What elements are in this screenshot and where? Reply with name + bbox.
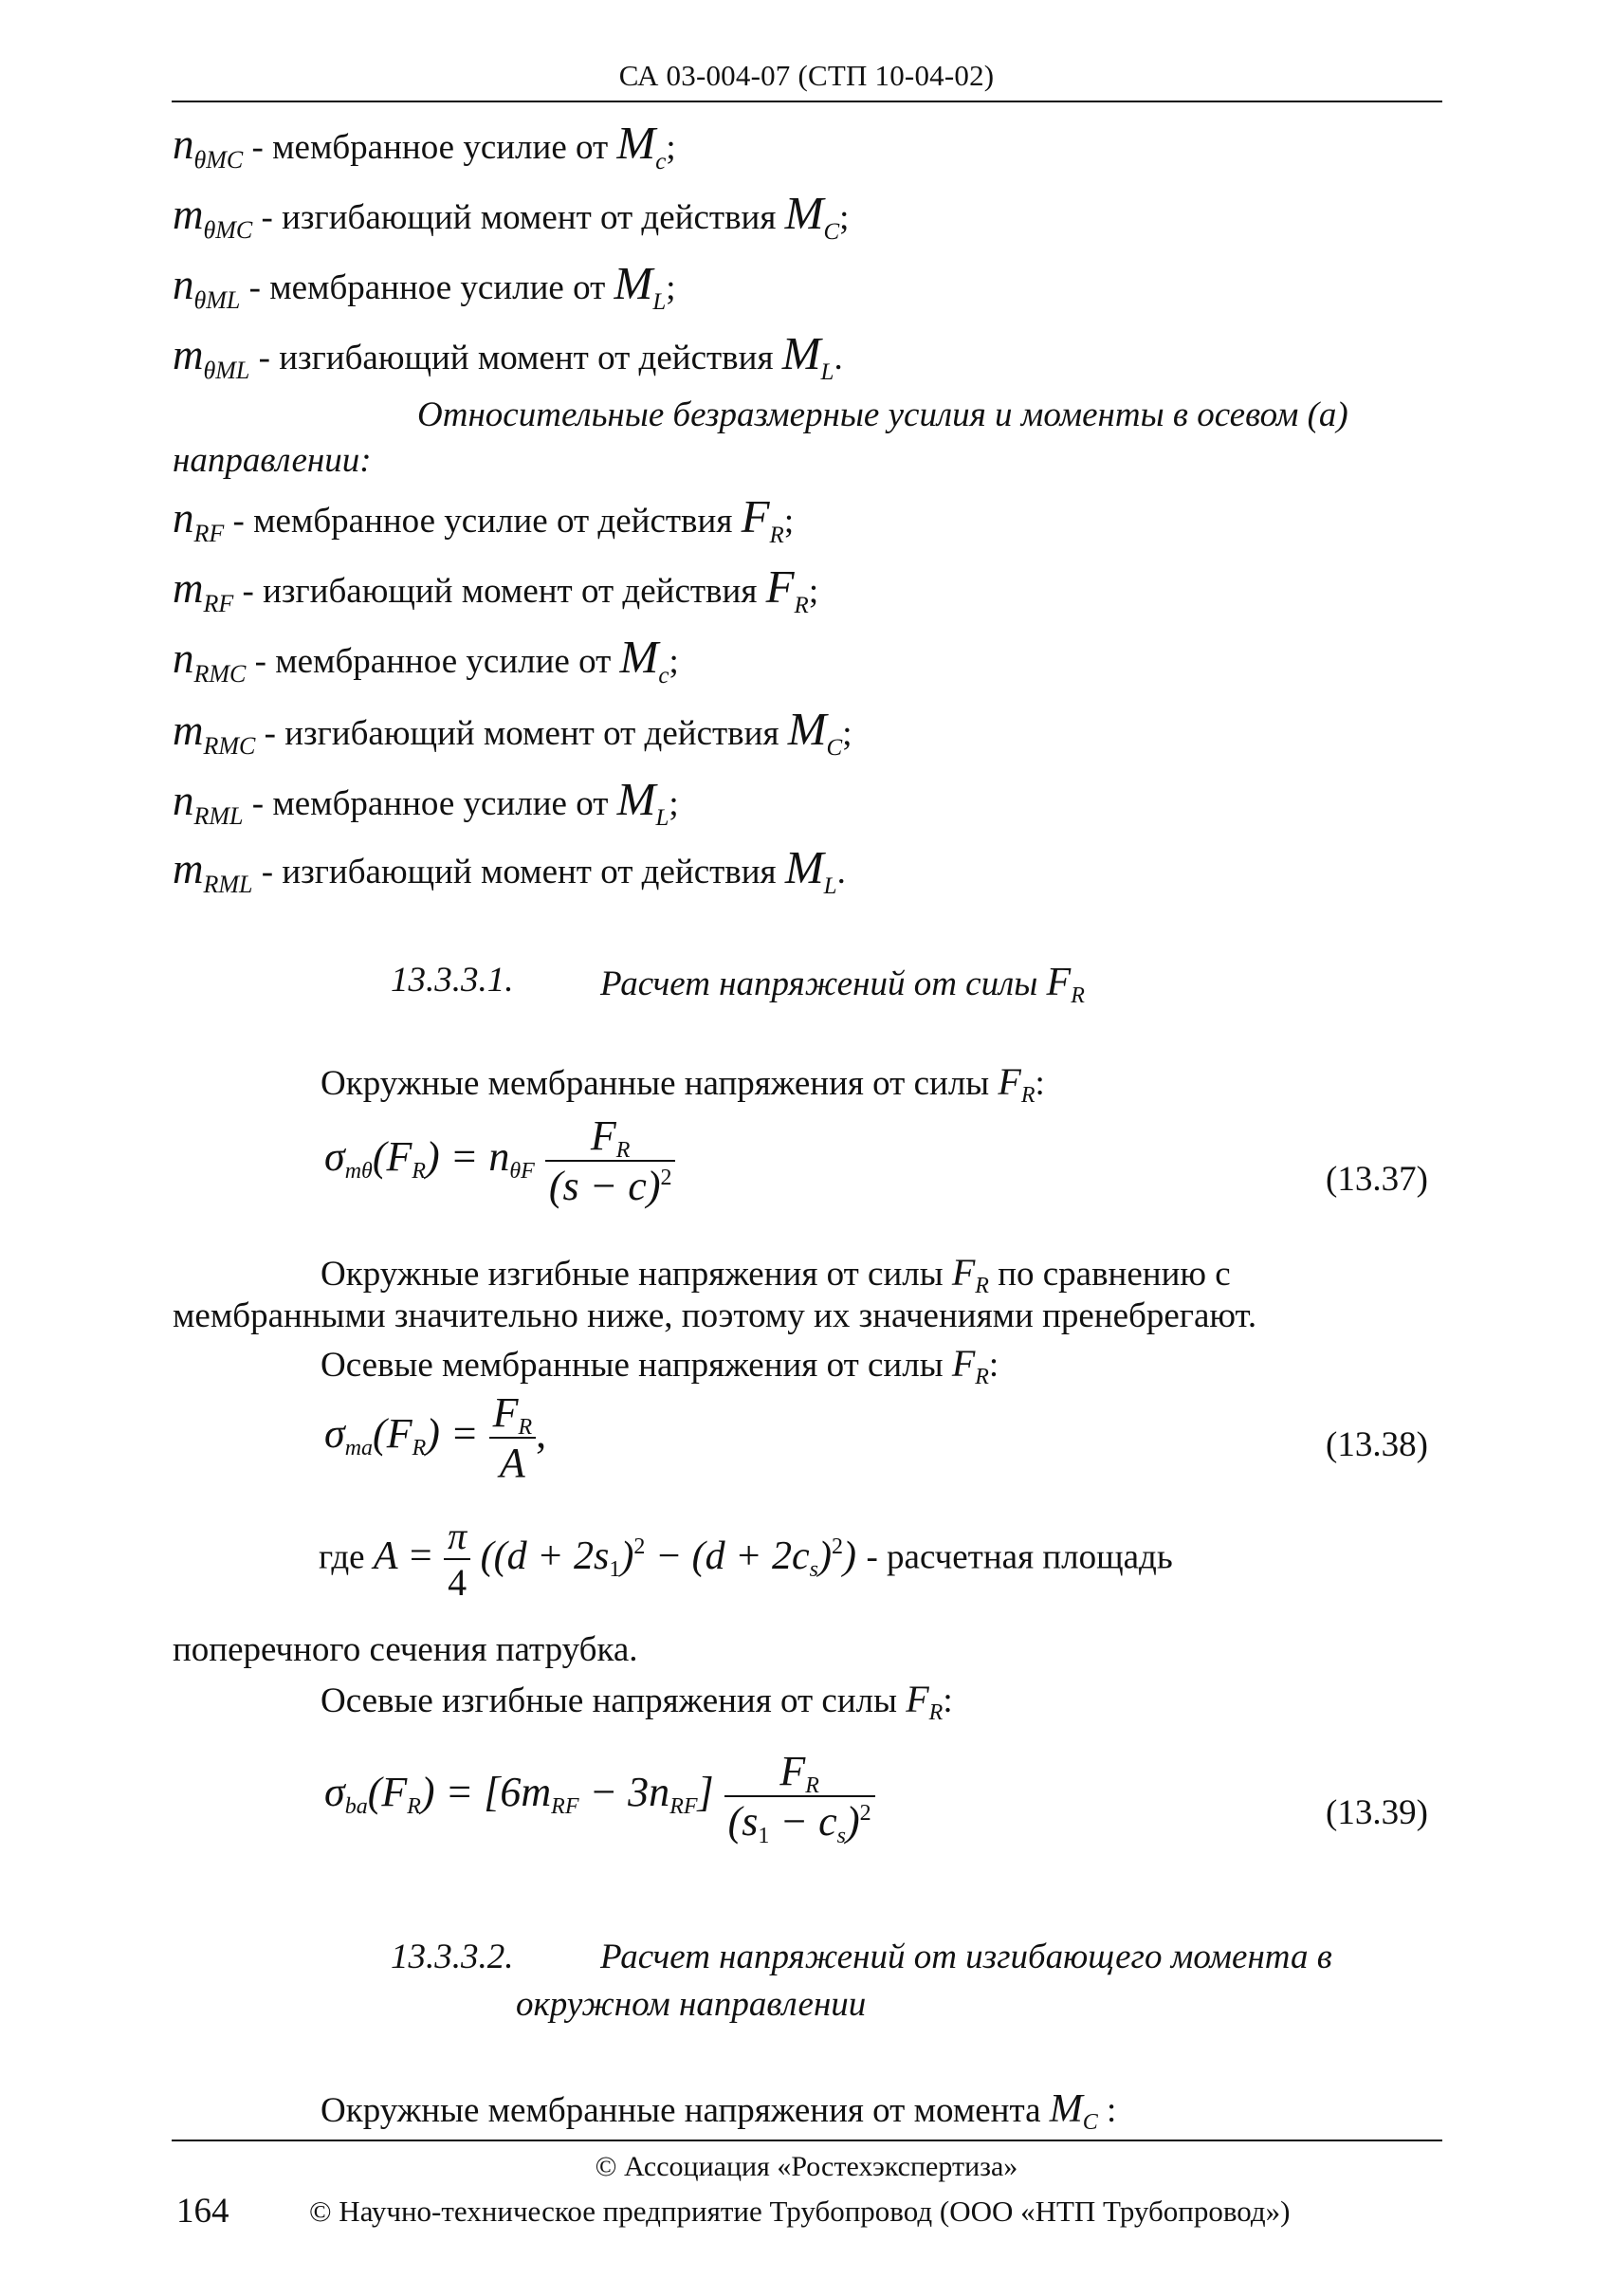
paragraph-hoop-membrane-moment: Окружные мембранные напряжения от момента $M_C$ : bbox=[321, 2087, 1117, 2135]
footer-company-line: © Научно-техническое предприятие Трубопровод (ООО «НТП Трубопровод») bbox=[309, 2195, 1291, 2228]
section-title-13-3-3-2-line2: окружном направлении bbox=[516, 1985, 867, 2024]
paragraph-hoop-bending-line1: Окружные изгибные напряжения от силы $F_R$ по сравнению с bbox=[321, 1251, 1231, 1298]
axial-intro-line1: Относительные безразмерные усилия и моменты в осевом (а) bbox=[417, 395, 1348, 434]
equation-number-13-38: (13.38) bbox=[1326, 1425, 1428, 1464]
equation-13-37-fraction: $\frac{FR}{(s - c)^2}$ bbox=[545, 1111, 676, 1210]
section-number-13-3-3-1: 13.3.3.1. bbox=[391, 961, 514, 1000]
paragraph-axial-bending-stress: Осевые изгибные напряжения от силы $F_R$: bbox=[321, 1678, 953, 1725]
definition-m-rf: mRF - изгибающий момент от действия FR; bbox=[173, 560, 819, 618]
definition-m-theta-mc: mθMC - изгибающий момент от действия MC; bbox=[173, 187, 850, 245]
header-rule bbox=[172, 101, 1442, 102]
equation-13-37: σmθ(FR) = nθF $\frac{FR}{(s - c)^2}$ bbox=[324, 1111, 675, 1210]
area-definition-continuation: поперечного сечения патрубка. bbox=[173, 1630, 638, 1669]
definition-n-rmc: nRMC - мембранное усилие от Mc; bbox=[173, 631, 679, 689]
equation-13-39: σba(FR) = [6mRF − 3nRF] $\frac{FR}{(s1 - cs)^2}$ bbox=[324, 1747, 875, 1846]
definition-n-theta-ml: nθML - мембранное усилие от ML; bbox=[173, 257, 676, 315]
definition-m-theta-ml: mθML - изгибающий момент от действия ML. bbox=[173, 327, 843, 385]
equation-13-39-fraction: $\frac{FR}{(s1 - cs)^2}$ bbox=[724, 1747, 875, 1846]
section-title-13-3-3-1: Расчет напряжений от силы $F_R$ bbox=[600, 961, 1085, 1008]
definition-m-rml: mRML - изгибающий момент от действия ML. bbox=[173, 841, 846, 899]
equation-number-13-39: (13.39) bbox=[1326, 1793, 1428, 1832]
pi-over-four-fraction: $\frac{\pi}{4}$ bbox=[444, 1514, 470, 1605]
definition-m-rmc: mRMC - изгибающий момент от действия MC; bbox=[173, 703, 852, 761]
document-code-header: СА 03-004-07 (СТП 10-04-02) bbox=[618, 59, 995, 92]
paragraph-axial-membrane-stress: Осевые мембранные напряжения от силы $F_R$: bbox=[321, 1342, 999, 1389]
axial-intro-line2: направлении: bbox=[173, 441, 372, 480]
area-definition-line: где A = $\frac{\pi}{4}$ $((d + 2s1)^2 - (d + 2cs)^2)$ - расчетная площадь bbox=[319, 1515, 1173, 1604]
footer-association-line: © Ассоциация «Ростехэкспертиза» bbox=[595, 2151, 1018, 2182]
footer-rule bbox=[172, 2140, 1442, 2141]
section-number-13-3-3-2: 13.3.3.2. bbox=[391, 1938, 514, 1976]
definition-n-rml: nRML - мембранное усилие от ML; bbox=[173, 773, 679, 831]
paragraph-hoop-membrane-stress: Окружные мембранные напряжения от силы $F_R$: bbox=[321, 1060, 1045, 1108]
equation-number-13-37: (13.37) bbox=[1326, 1160, 1428, 1199]
section-title-13-3-3-2-line1: Расчет напряжений от изгибающего момента в bbox=[600, 1938, 1332, 1976]
equation-13-38-fraction: $\frac{FR}{A}$ bbox=[489, 1388, 537, 1487]
definition-n-rf: nRF - мембранное усилие от действия FR; bbox=[173, 490, 795, 548]
equation-13-38: σma(FR) = $\frac{FR}{A}$ , bbox=[324, 1389, 547, 1486]
paragraph-hoop-bending-line2: мембранными значительно ниже, поэтому их значениями пренебрегают. bbox=[173, 1296, 1257, 1335]
definition-n-theta-mc: nθMC - мембранное усилие от Mc; bbox=[173, 117, 676, 174]
page-number: 164 bbox=[176, 2192, 229, 2231]
